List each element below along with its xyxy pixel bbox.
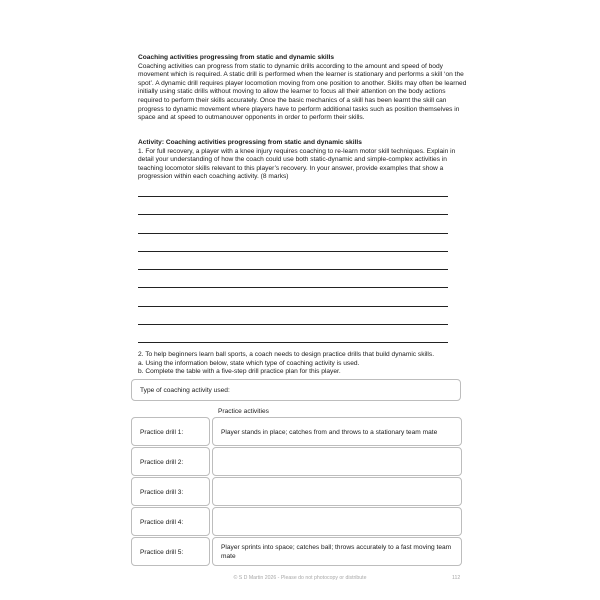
- answer-line[interactable]: [138, 306, 448, 307]
- drill-activity-3[interactable]: [212, 477, 462, 506]
- drill-row-2: [131, 447, 462, 476]
- footer-copyright: © S D Martin 2026 - Please do not photocopy or distribute: [233, 575, 367, 581]
- drill-activity-1[interactable]: Player stands in place; catches from and throws to a stationary team mate: [212, 417, 462, 446]
- intro-heading: Coaching activities progressing from static and dynamic skills: [138, 54, 335, 61]
- question-2-line-a: a. Using the information below, state which type of coaching activity is used.: [138, 359, 360, 367]
- answer-line[interactable]: [138, 287, 448, 288]
- page-footer: [0, 575, 600, 585]
- intro-section: [138, 54, 468, 123]
- answer-line[interactable]: [138, 342, 448, 343]
- drill-activity-5[interactable]: Player sprints into space; catches ball; throws accurately to a fast moving team mate: [212, 537, 462, 566]
- page-number: 112: [452, 575, 461, 581]
- answer-line[interactable]: [138, 233, 448, 234]
- activity-section: [138, 139, 468, 182]
- drill-label-4: Practice drill 4:: [131, 507, 210, 536]
- intro-body: Coaching activities can progress from static to dynamic drills according to the amount and speed of body movement which is required. A static drill is performed when the learner is stationary and performs a skill ‘on the spot’. A dynamic drill requires player locomotion moving from one position to another. Skills may often be learned initially using static drills without moving to allow the learner to focus all their attention on the body actions required to perform their skills accurately. Once the basic mechanics of a skill has been learnt the skill can progress to dynamic movement where players have to perform additional tasks such as position themselves in space and at speed to outmanouver opponents in order to perform their skills.: [138, 62, 467, 122]
- drill-row-4: [131, 507, 462, 536]
- question-1-text: 1. For full recovery, a player with a knee injury requires coaching to re-learn motor skill techniques. Explain in detail your understanding of how the coach could use both static-dynamic and simple-complex activities in teaching locomotor skills relevant to this player’s recovery. In your answer, provide examples that show a progression within each coaching activity. (8 marks): [138, 147, 456, 181]
- coaching-activity-type-label: Type of coaching activity used:: [140, 387, 230, 394]
- answer-line[interactable]: [138, 196, 448, 197]
- drill-label-5: Practice drill 5:: [131, 537, 210, 566]
- question-2-line-b: b. Complete the table with a five-step drill practice plan for this player.: [138, 368, 341, 376]
- drill-label-2: Practice drill 2:: [131, 447, 210, 476]
- coaching-activity-type-field[interactable]: [131, 379, 461, 401]
- drill-activity-4[interactable]: [212, 507, 462, 536]
- drill-row-3: [131, 477, 462, 506]
- drill-label-1: Practice drill 1:: [131, 417, 210, 446]
- drill-label-3: Practice drill 3:: [131, 477, 210, 506]
- answer-line[interactable]: [138, 269, 448, 270]
- drill-row-5: [131, 537, 462, 566]
- drill-activity-2[interactable]: [212, 447, 462, 476]
- practice-activities-heading: Practice activities: [218, 408, 269, 415]
- question-2-line-1: 2. To help beginners learn ball sports, a coach needs to design practice drills that build dynamic skills.: [138, 351, 435, 358]
- answer-line[interactable]: [138, 251, 448, 252]
- answer-line[interactable]: [138, 324, 448, 325]
- drill-row-1: [131, 417, 462, 446]
- activity-heading: Activity: Coaching activities progressing from static and dynamic skills: [138, 139, 362, 146]
- answer-line[interactable]: [138, 214, 448, 215]
- question-2-section: [138, 351, 468, 377]
- answer-lines[interactable]: [138, 196, 448, 361]
